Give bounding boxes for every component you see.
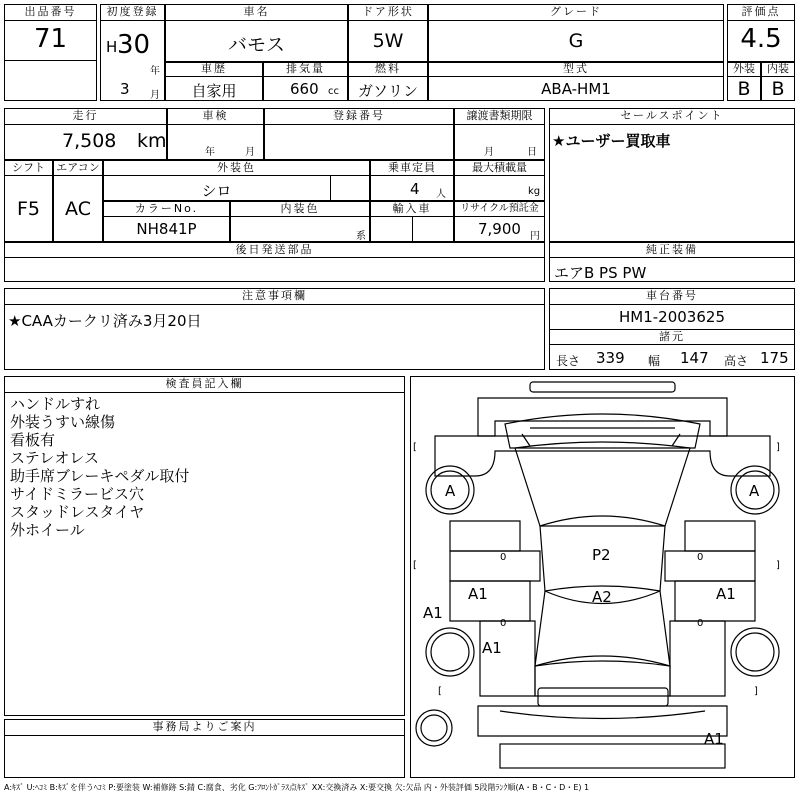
capacity-label: 乗車定員 (370, 160, 454, 176)
year-unit: 年 (150, 66, 160, 77)
lot-label: 出品番号 (4, 4, 97, 21)
list-item: ハンドルすれ (10, 395, 101, 413)
displacement-value: 660 (290, 80, 319, 98)
bracket-mark: ] (776, 442, 780, 453)
mark-left-rear: A1 (482, 639, 502, 657)
car-diagram (410, 376, 795, 778)
lot-value: 71 (33, 24, 68, 54)
transfer-month: 月 (484, 147, 494, 158)
name-label: 車名 (165, 4, 348, 21)
chassis-value: HM1-2003625 (619, 308, 725, 326)
regno-label: 登録番号 (264, 108, 454, 125)
displacement-unit: cc (328, 86, 339, 97)
int-label: 内装 (761, 62, 795, 77)
score-label: 評価点 (727, 4, 795, 21)
office-label: 事務局よりご案内 (4, 719, 405, 736)
equip-value: エアB PS PW (554, 264, 647, 282)
list-item: スタッドレスタイヤ (10, 503, 145, 521)
fuel-value: ガソリン (357, 82, 418, 100)
intcolor-label: 内装色 (230, 201, 370, 217)
ext-label: 外装 (727, 62, 761, 77)
mark-zero: 0 (697, 618, 704, 629)
capacity-value: 4 (410, 180, 420, 198)
grade-value: G (568, 30, 584, 52)
chassis-label: 車台番号 (549, 288, 795, 305)
history-value: 自家用 (191, 82, 237, 100)
load-unit: kg (528, 186, 541, 197)
bracket-mark: ] (754, 686, 758, 697)
era-value: H (106, 38, 118, 56)
legend-text: A:ｷｽﾞ U:ﾍｺﾐ B:ｷｽﾞを伴うﾍｺﾐ P:要塗装 W:補修跡 S:錆 C:腐食、劣化 G:ﾌﾛﾝﾄｶﾞﾗｽ点ｷｽﾞ XX:交換済み X:要交換 欠:欠品 内・外装評価 5段階ﾗﾝｸ順(A・B・C・D・E) 1 (4, 783, 590, 792)
mark-right-front-wheel: A (749, 482, 760, 500)
inspection-year: 年 (205, 147, 215, 158)
sales-value: ★ユーザー買取車 (552, 132, 671, 150)
sales-label: セールスポイント (549, 108, 795, 125)
recycle-value: 7,900 (478, 220, 521, 238)
dims-label: 諸元 (549, 329, 795, 345)
height-value: 175 (760, 349, 789, 367)
grade-label: グレード (428, 4, 724, 21)
mark-hood: A2 (592, 588, 612, 606)
mark-zero: 0 (500, 618, 507, 629)
mark-roof: P2 (592, 546, 611, 564)
mark-zero: 0 (500, 552, 507, 563)
width-label: 幅 (648, 354, 661, 368)
mark-left-side: A1 (423, 604, 443, 622)
bracket-mark: [ (413, 442, 417, 453)
equip-label: 純正装備 (549, 242, 795, 258)
door-label: ドア形状 (348, 4, 428, 21)
recycle-label: リサイクル預託金 (454, 201, 545, 217)
month-value: 3 (120, 80, 130, 98)
mileage-label: 走行 (4, 108, 167, 125)
mark-front-left: A1 (468, 585, 488, 603)
transfer-label: 譲渡書類期限 (454, 108, 545, 125)
length-label: 長さ (556, 354, 581, 368)
model-label: 型式 (428, 62, 724, 77)
color-value: シロ (201, 182, 232, 200)
list-item: ステレオレス (10, 449, 99, 467)
load-label: 最大積載量 (454, 160, 545, 176)
color-label: 外装色 (103, 160, 370, 176)
length-value: 339 (596, 349, 625, 367)
caution-value: ★CAAカークリ済み3月20日 (8, 312, 202, 330)
width-value: 147 (680, 349, 709, 367)
model-value: ABA-HM1 (541, 80, 611, 98)
bracket-mark: [ (413, 560, 417, 571)
transfer-day: 日 (527, 147, 537, 158)
fuel-label: 燃料 (348, 62, 428, 77)
intcolor-unit: 系 (356, 231, 366, 242)
caution-label: 注意事項欄 (4, 288, 545, 305)
mark-left-front-wheel: A (445, 482, 456, 500)
later-label: 後日発送部品 (4, 242, 545, 258)
list-item: サイドミラービス穴 (10, 485, 144, 503)
recycle-unit: 円 (530, 231, 540, 242)
name-value: バモス (227, 34, 285, 56)
int-value: B (771, 78, 785, 100)
mark-zero: 0 (697, 552, 704, 563)
inspector-label: 検査員記入欄 (4, 376, 405, 393)
mark-front-right: A1 (716, 585, 736, 603)
displacement-label: 排気量 (263, 62, 348, 77)
inspector-list (10, 395, 400, 539)
ac-label: エアコン (53, 160, 103, 176)
inspection-month: 月 (245, 147, 255, 158)
list-item: 看板有 (10, 431, 56, 449)
history-label: 車歴 (165, 62, 263, 77)
import-label: 輸入車 (370, 201, 454, 217)
height-label: 高さ (724, 354, 749, 368)
capacity-unit: 人 (436, 189, 446, 200)
bracket-mark: [ (438, 686, 442, 697)
mark-rear: A1 (704, 730, 724, 748)
colorno-label: カラーNo. (103, 201, 230, 217)
shift-value: F5 (16, 198, 41, 220)
month-unit: 月 (150, 90, 160, 101)
list-item: 助手席ブレーキペダル取付 (10, 467, 190, 485)
list-item: 外ホイール (10, 521, 85, 539)
list-item: 外装うすい線傷 (10, 413, 116, 431)
colorno-value: NH841P (136, 220, 197, 238)
first-reg-label: 初度登録 (100, 4, 165, 21)
shift-label: シフト (4, 160, 53, 176)
ext-value: B (737, 78, 751, 100)
door-value: 5W (372, 30, 404, 52)
year-value: 30 (117, 30, 151, 60)
mileage-value: 7,508 (62, 130, 117, 152)
sales-box (549, 108, 795, 242)
ac-value: AC (65, 198, 91, 220)
score-value: 4.5 (740, 24, 782, 54)
bracket-mark: ] (776, 560, 780, 571)
mileage-unit: km (137, 130, 167, 152)
inspection-label: 車検 (167, 108, 264, 125)
